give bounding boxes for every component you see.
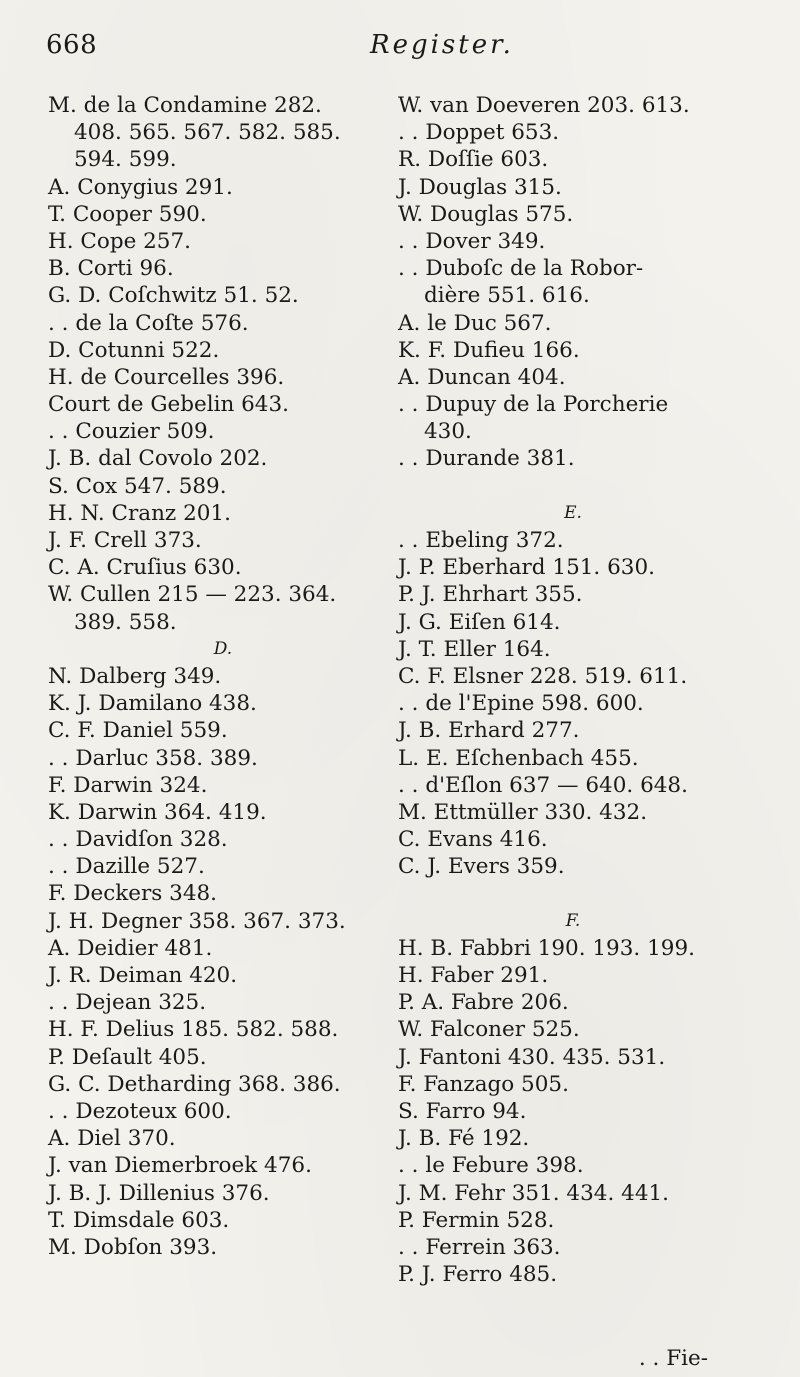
index-entry: F. Darwin 324.	[48, 772, 208, 798]
blank-line	[398, 473, 748, 500]
index-entry-continuation: 430.	[424, 419, 472, 445]
index-entry: Court de Gebelin 643.	[48, 392, 290, 418]
index-entry: C. F. Daniel 559.	[48, 718, 228, 744]
index-entry: J. T. Eller 164.	[398, 636, 551, 662]
index-entry-continuation: 594. 599.	[74, 147, 177, 173]
index-entry: T. Cooper 590.	[48, 201, 207, 227]
index-entry: P. Deſault 405.	[48, 1044, 207, 1070]
index-column-right	[398, 92, 748, 1288]
catchword: . . Fie-	[638, 1346, 708, 1371]
index-entry: J. M. Fehr 351. 434. 441.	[398, 1180, 670, 1206]
index-entry: K. F. Dufieu 166.	[398, 337, 580, 363]
index-entry: F. Deckers 348.	[48, 881, 218, 907]
index-entry: H. N. Cranz 201.	[48, 500, 231, 526]
index-entry: C. A. Cruſius 630.	[48, 555, 242, 581]
index-entry: J. Douglas 315.	[398, 174, 562, 200]
index-entry: J. G. Eiſen 614.	[398, 609, 561, 635]
index-entry: J. R. Deiman 420.	[48, 963, 238, 988]
index-entry: P. J. Ehrhart 355.	[398, 582, 583, 608]
index-entry: G. D. Coſchwitz 51. 52.	[48, 283, 299, 309]
index-entry: . . le Febure 398.	[398, 1153, 584, 1179]
index-entry: J. B. J. Dillenius 376.	[48, 1180, 270, 1206]
index-entry: B. Corti 96.	[48, 256, 174, 282]
index-entry: K. Darwin 364. 419.	[48, 799, 267, 825]
index-entry: M. de la Condamine 282.	[48, 93, 322, 118]
index-entry: . . Dezoteux 600.	[48, 1098, 232, 1124]
index-entry: S. Farro 94.	[398, 1098, 527, 1124]
index-column-left	[48, 92, 398, 1261]
index-entry: P. Fermin 528.	[398, 1207, 555, 1233]
index-entry: C. Evans 416.	[398, 827, 548, 853]
index-entry: A. Diel 370.	[48, 1126, 176, 1152]
index-entry: S. Cox 547. 589.	[48, 473, 227, 499]
index-entry-continuation: 389. 558.	[74, 609, 177, 635]
index-entry: . . Dazille 527.	[48, 854, 205, 880]
index-entry: A. Conygius 291.	[48, 174, 233, 200]
index-entry: M. Ettmüller 330. 432.	[398, 799, 648, 825]
index-entry: J. B. Erhard 277.	[398, 718, 580, 744]
index-entry: J. H. Degner 358. 367. 373.	[48, 908, 346, 934]
index-entry: A. Duncan 404.	[398, 364, 566, 390]
index-entry: C. J. Evers 359.	[398, 854, 565, 880]
index-entry: N. Dalberg 349.	[48, 663, 222, 689]
index-entry: . . Duboſc de la Robor-	[398, 256, 644, 282]
index-entry: A. le Duc 567.	[398, 310, 552, 336]
index-entry: J. B. Fé 192.	[398, 1126, 530, 1152]
index-entry: J. F. Crell 373.	[48, 528, 202, 553]
page-number: 668	[46, 30, 98, 60]
index-entry: . . Ebeling 372.	[398, 528, 564, 553]
page-header	[46, 30, 760, 70]
index-entry-continuation: 408. 565. 567. 582. 585.	[74, 120, 341, 146]
index-entry-continuation: dière 551. 616.	[424, 283, 590, 309]
blank-line	[398, 880, 748, 907]
index-entry: W. Falconer 525.	[398, 1017, 580, 1043]
index-entry: . . Dupuy de la Porcherie	[398, 392, 669, 418]
index-entry: H. de Courcelles 396.	[48, 364, 285, 390]
index-entry: H. Cope 257.	[48, 228, 192, 254]
index-entry: L. E. Eſchenbach 455.	[398, 745, 639, 771]
index-entry: . . Dejean 325.	[48, 990, 207, 1016]
section-letter: D.	[213, 638, 233, 659]
index-entry: . . Durande 381.	[398, 446, 575, 472]
index-entry: H. F. Delius 185. 582. 588.	[48, 1017, 339, 1043]
index-entry: K. J. Damilano 438.	[48, 691, 257, 717]
index-entry: R. Doſſie 603.	[398, 147, 549, 173]
index-entry: . . Darluc 358. 389.	[48, 745, 258, 771]
index-entry: P. A. Fabre 206.	[398, 990, 569, 1016]
index-entry: T. Dimsdale 603.	[48, 1207, 230, 1233]
index-entry: W. van Doeveren 203. 613.	[398, 93, 690, 118]
running-head: Register.	[370, 30, 514, 60]
section-letter: E.	[564, 502, 582, 523]
index-entry: F. Fanzago 505.	[398, 1071, 569, 1097]
index-entry: D. Cotunni 522.	[48, 337, 220, 363]
index-entry: P. J. Ferro 485.	[398, 1262, 558, 1288]
index-entry: J. Fantoni 430. 435. 531.	[398, 1044, 666, 1070]
index-entry: . . de l'Epine 598. 600.	[398, 691, 644, 717]
index-entry: . . Ferrein 363.	[398, 1234, 561, 1260]
index-entry: J. van Diemerbroek 476.	[48, 1153, 312, 1179]
index-entry: . . Couzier 509.	[48, 419, 215, 445]
index-entry: J. B. dal Covolo 202.	[48, 446, 268, 472]
index-entry: C. F. Elsner 228. 519. 611.	[398, 663, 688, 689]
section-letter: F.	[565, 910, 581, 931]
index-entry: W. Douglas 575.	[398, 201, 574, 227]
index-entry: A. Deidier 481.	[48, 935, 213, 961]
index-entry: . . Dover 349.	[398, 228, 546, 254]
index-entry: H. Faber 291.	[398, 963, 549, 988]
index-entry: H. B. Fabbri 190. 193. 199.	[398, 935, 695, 961]
index-entry: J. P. Eberhard 151. 630.	[398, 555, 655, 581]
index-entry: . . Doppet 653.	[398, 120, 560, 146]
index-entry: W. Cullen 215 — 223. 364.	[48, 582, 337, 608]
index-entry: M. Dobſon 393.	[48, 1234, 218, 1260]
index-entry: . . d'Eſlon 637 — 640. 648.	[398, 772, 688, 798]
index-entry: . . Davidſon 328.	[48, 827, 228, 853]
index-entry: G. C. Detharding 368. 386.	[48, 1071, 341, 1097]
index-entry: . . de la Coſte 576.	[48, 310, 249, 336]
